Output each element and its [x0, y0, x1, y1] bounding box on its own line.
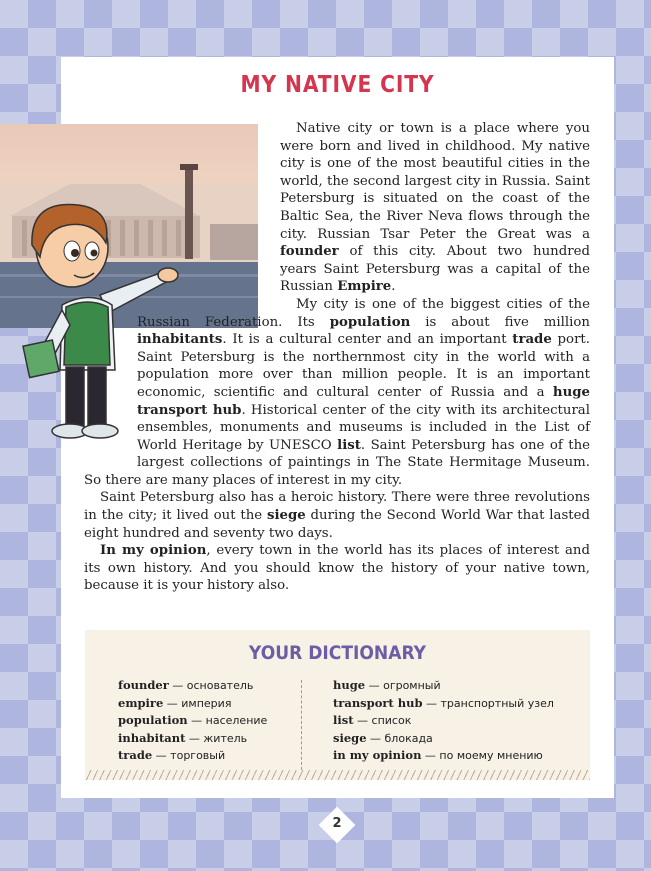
main-text — [0, 120, 651, 620]
bold-term: Empire — [337, 279, 392, 295]
dictionary-translation: — империя — [163, 696, 232, 710]
text-segment: My city is one of the biggest cities of the Russian Federation. Its — [137, 296, 590, 330]
dictionary-translation: — население — [187, 714, 268, 728]
dictionary-translation: — житель — [185, 731, 248, 745]
dictionary-entry — [118, 747, 267, 765]
dictionary-entry — [118, 677, 267, 695]
bold-term: huge transport hub — [137, 384, 590, 418]
dictionary-entry — [333, 730, 554, 748]
dictionary-term: inhabitant — [118, 730, 186, 745]
dictionary-term: in my opinion — [333, 748, 422, 763]
page-title: MY NATIVE CITY — [240, 72, 435, 98]
bold-term: siege — [266, 508, 306, 524]
bold-term: list — [337, 437, 361, 453]
page-number: 2 — [332, 816, 342, 831]
dictionary-entry — [333, 712, 554, 730]
dictionary-entry — [118, 730, 267, 748]
bold-term: In my opinion — [100, 543, 207, 559]
dictionary-entry — [333, 695, 554, 713]
text-segment: is about five million — [410, 314, 590, 330]
dictionary-term: empire — [118, 695, 164, 710]
text-segment: during the Second World War that lasted eight hundred and seventy two days. — [84, 508, 590, 541]
text-segment: port. Saint Petersburg is the northernmost city in the world with a population more over than million people. It is an important economic, scientific and cultural center of Russia and a — [137, 332, 590, 400]
text-segment: . — [391, 279, 396, 295]
text-segment: of this city. About two hundred years Saint Petersburg was a capital of the Russian — [280, 244, 590, 295]
bold-term: population — [329, 314, 411, 330]
dictionary-translation: — огромный — [365, 679, 441, 692]
dictionary-translation: — по моему мнению — [421, 749, 543, 763]
text-segment: . Historical center of the city with its architectural ensembles, monuments and museums is included in the List of World Heritage by UNESCO — [137, 402, 590, 453]
text-segment: . Saint Petersburg has one of the largest collections of paintings in The State Hermitage Museum. So there are many places of interest in my city. — [84, 437, 590, 488]
dictionary-translation: — торговый — [152, 749, 226, 763]
dictionary-term: huge — [333, 678, 366, 692]
dictionary-term: transport hub — [333, 695, 423, 710]
dictionary-term: siege — [333, 730, 367, 745]
paragraph — [0, 489, 590, 542]
bold-term: inhabitants — [137, 332, 223, 348]
dictionary-translation: — основатель — [168, 679, 254, 692]
dictionary-title: YOUR DICTIONARY — [248, 642, 427, 664]
dictionary-translation: — список — [353, 714, 412, 728]
dictionary-entry — [118, 695, 267, 713]
dictionary-term: list — [333, 713, 354, 728]
dictionary-term: founder — [118, 678, 169, 692]
text-segment: Native city or town is a place where you were born and lived in childhood. My native city is one of the most beautiful cities in the world, the second largest city in Russia. Saint Petersburg is situated on the coast of the Baltic Sea, the River Neva flows through the city. Russian Tsar Peter the Great was a — [280, 121, 590, 242]
dictionary-entry — [118, 712, 267, 730]
text-segment: . It is a cultural center and an important — [222, 332, 513, 348]
text-segment: Saint Petersburg also has a heroic history. There were three revolutions in the city; it lived out the — [84, 490, 590, 524]
dictionary-translation: — транспортный узел — [422, 696, 554, 710]
bold-term: trade — [512, 332, 552, 348]
dictionary-hatch-border — [85, 770, 590, 780]
text-segment: , every town in the world has its places of interest and its own history. And you should know the history of your native town, because it is your history also. — [84, 543, 590, 594]
dictionary-entry — [333, 747, 554, 765]
dictionary-translation: — блокада — [366, 731, 433, 745]
dictionary-entry — [333, 677, 554, 695]
paragraph — [0, 542, 590, 595]
dictionary-divider — [301, 680, 302, 770]
dictionary-right-column — [333, 677, 554, 765]
dictionary-term: population — [118, 713, 188, 728]
dictionary-term: trade — [118, 748, 153, 763]
dictionary-left-column — [118, 677, 267, 765]
bold-term: founder — [280, 244, 339, 260]
